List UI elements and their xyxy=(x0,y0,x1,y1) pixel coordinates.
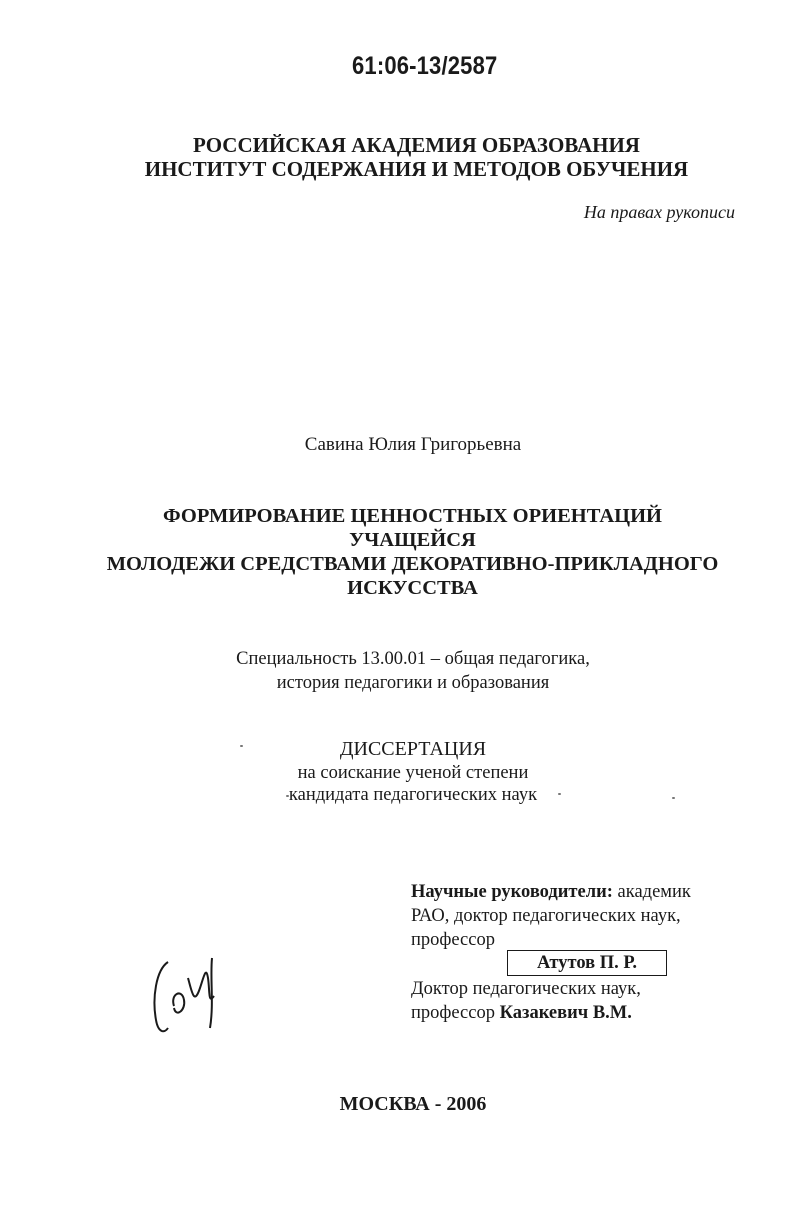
supervisor-1-name-box: Атутов П. Р. xyxy=(507,950,667,976)
specialty-line-2: история педагогики и образования xyxy=(276,673,550,693)
title-line-1: ФОРМИРОВАНИЕ ЦЕННОСТНЫХ ОРИЕНТАЦИЙ УЧАЩЕЙСЯ xyxy=(163,505,662,551)
scan-speck xyxy=(240,745,243,747)
degree-statement xyxy=(0,738,793,806)
signature-stroke-2 xyxy=(173,993,184,1012)
catalog-number: 61:06-13/2587 xyxy=(352,52,498,80)
organization-line-2: ИНСТИТУТ СОДЕРЖАНИЯ И МЕТОДОВ ОБУЧЕНИЯ xyxy=(144,157,689,181)
supervisor-1-rank-start: академик xyxy=(612,882,691,902)
supervisor-1-rank-line-2: РАО, доктор педагогических наук, xyxy=(411,906,681,926)
signature-stroke-3 xyxy=(188,973,214,999)
supervisor-2-name: Казакевич В.М. xyxy=(499,1003,632,1023)
degree-line-2: кандидата педагогических наук xyxy=(288,785,538,805)
scan-speck xyxy=(286,795,289,797)
supervisor-2 xyxy=(411,977,751,1025)
scan-speck xyxy=(558,793,561,795)
signature-stroke-1 xyxy=(155,962,169,1031)
title-line-2: МОЛОДЕЖИ СРЕДСТВАМИ ДЕКОРАТИВНО-ПРИКЛАДНОГО xyxy=(106,553,719,575)
city-year: МОСКВА - 2006 xyxy=(339,1093,487,1115)
supervisors-label: Научные руководители: xyxy=(411,882,613,902)
specialty xyxy=(0,647,793,695)
degree-line-1: на соискание ученой степени xyxy=(297,763,529,783)
organization-line-1: РОССИЙСКАЯ АКАДЕМИЯ ОБРАЗОВАНИЯ xyxy=(193,133,640,157)
supervisor-1-rank-line-3: профессор xyxy=(411,930,495,950)
author-name: Савина Юлия Григорьевна xyxy=(304,434,522,455)
dissertation-heading: ДИССЕРТАЦИЯ xyxy=(339,738,487,760)
handwritten-signature xyxy=(148,948,230,1040)
supervisor-2-title: профессор xyxy=(411,1003,500,1023)
manuscript-rights-note: На правах рукописи xyxy=(583,202,735,222)
supervisor-2-line-2 xyxy=(411,1001,751,1025)
specialty-line-1: Специальность 13.00.01 – общая педагогика, xyxy=(236,649,590,669)
dissertation-title xyxy=(100,504,725,600)
supervisors-block xyxy=(411,880,741,1023)
title-line-3: ИСКУССТВА xyxy=(347,577,478,599)
supervisors-line-1 xyxy=(411,880,741,904)
supervisor-2-rank: Доктор педагогических наук, xyxy=(411,979,641,999)
scan-speck xyxy=(672,797,675,799)
